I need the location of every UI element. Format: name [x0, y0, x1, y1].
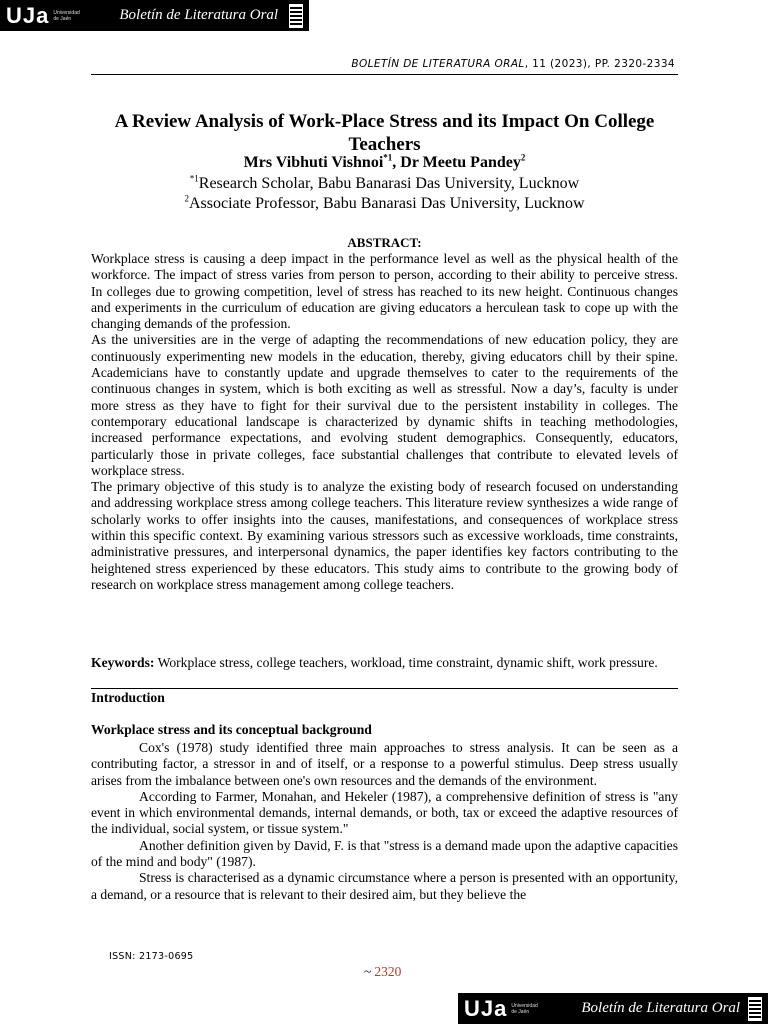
affiliation-1-text: Research Scholar, Babu Banarasi Das University, Lucknow [198, 175, 580, 192]
journal-ref-name: BOLETÍN DE LITERATURA ORAL [351, 58, 525, 70]
page-number-value: 2320 [374, 964, 402, 979]
abstract-body [91, 251, 678, 593]
keywords-text: Workplace stress, college teachers, workload, time constraint, dynamic shift, work pressure. [154, 655, 658, 670]
keywords [91, 655, 678, 671]
emblem-icon [289, 4, 303, 28]
affiliation-2-sup: 2 [184, 193, 189, 204]
journal-reference [351, 58, 675, 70]
uja-logo [464, 995, 541, 1021]
uja-logo-text: UJa [6, 2, 50, 28]
affiliation-1 [91, 175, 678, 193]
author-2-sup: 2 [520, 152, 526, 163]
footer-banner [458, 993, 768, 1024]
uja-logo-subtitle: Universidad de Jaén [53, 9, 80, 22]
page-number-tilde: ~ [364, 964, 372, 979]
issn: ISSN: 2173-0695 [109, 951, 194, 962]
header-rule [91, 74, 678, 75]
affiliation-1-sup: *1 [189, 173, 199, 184]
paper-title: A Review Analysis of Work-Place Stress and its Impact On College Teachers [114, 111, 655, 155]
header-banner [0, 0, 309, 31]
body-paragraph: Another definition given by David, F. is that "stress is a demand made upon the adaptive capacities of the mind and body" (1987). [91, 837, 678, 870]
author-separator: , [392, 154, 401, 171]
section-heading: Workplace stress and its conceptual background [91, 722, 372, 737]
abstract-paragraph: The primary objective of this study is to analyze the existing body of research focused on understanding and addressing workplace stress among college teachers. This literature review synthesizes a wide range of scholarly works to offer insights into the causes, manifestations, and consequences of workplace stress within this specific context. By examining various stressors such as excessive workloads, time constraints, administrative pressures, and interpersonal dynamics, the paper identifies key factors contributing to the heightened stress experienced by these educators. This study aims to contribute to the growing body of research on workplace stress management among college teachers. [91, 479, 678, 592]
body-paragraph: Cox's (1978) study identified three main approaches to stress analysis. It can be seen as a contributing factor, a stressor in and of itself, or a response to a powerful stimulus. Deep stress usually arises from the imbalance between one's own resources and the demands of the environment. [91, 740, 678, 788]
section-body [91, 740, 678, 903]
author-1-sup: *1 [383, 152, 393, 163]
banner-journal-name: Boletín de Literatura Oral [581, 1000, 741, 1016]
uja-logo [6, 2, 83, 28]
banner-journal-name: Boletín de Literatura Oral [119, 7, 279, 23]
journal-ref-details: , 11 (2023), PP. 2320-2334 [524, 58, 675, 70]
author-2: Dr Meetu Pandey [400, 154, 521, 171]
affiliation-2 [91, 195, 678, 213]
authors [91, 154, 678, 172]
emblem-icon [748, 997, 762, 1021]
keywords-label: Keywords: [91, 655, 155, 670]
uja-logo-text: UJa [464, 995, 508, 1021]
introduction-heading: Introduction [91, 688, 678, 706]
abstract-paragraph: As the universities are in the verge of adapting the recommendations of new education policy, they are continuously experimenting new models in the education, thereby, giving educators chill by their spine. Academicians have to constantly update and upgrade themselves to cater to the requirements of the continuous changes in system, which is both exciting as well as stressful. Now a day’s, faculty is under more stress as they have to fight for their survival due to the persistent instability in colleges. The contemporary educational landscape is characterized by dynamic shifts in teaching methodologies, increased performance expectations, and evolving student demographics. Consequently, educators, particularly those in private colleges, face substantial challenges that contribute to elevated levels of workplace stress. [91, 332, 678, 478]
affiliation-2-text: Associate Professor, Babu Banarasi Das University, Lucknow [188, 195, 585, 212]
abstract-heading: ABSTRACT: [347, 235, 422, 250]
page-number [364, 964, 401, 980]
author-1: Mrs Vibhuti Vishnoi [243, 154, 384, 171]
body-paragraph: Stress is characterised as a dynamic circumstance where a person is presented with an opportunity, a demand, or a resource that is relevant to their desired aim, but they believe the [91, 870, 678, 902]
body-paragraph: According to Farmer, Monahan, and Hekeler (1987), a comprehensive definition of stress is "any event in which environmental demands, internal demands, or both, tax or exceed the adaptive resources of the individual, social system, or tissue system." [91, 788, 678, 837]
abstract-paragraph: Workplace stress is causing a deep impact in the performance level as well as the physical health of the workforce. The impact of stress varies from person to person, according to their ability to perceive stress. In colleges due to growing competition, level of stress has reached to its new height. Continuous changes and experiments in the curriculum of education are giving educators a herculean task to cope up with the changing demands of the profession. [91, 251, 678, 332]
uja-logo-subtitle: Universidad de Jaén [511, 1002, 538, 1015]
